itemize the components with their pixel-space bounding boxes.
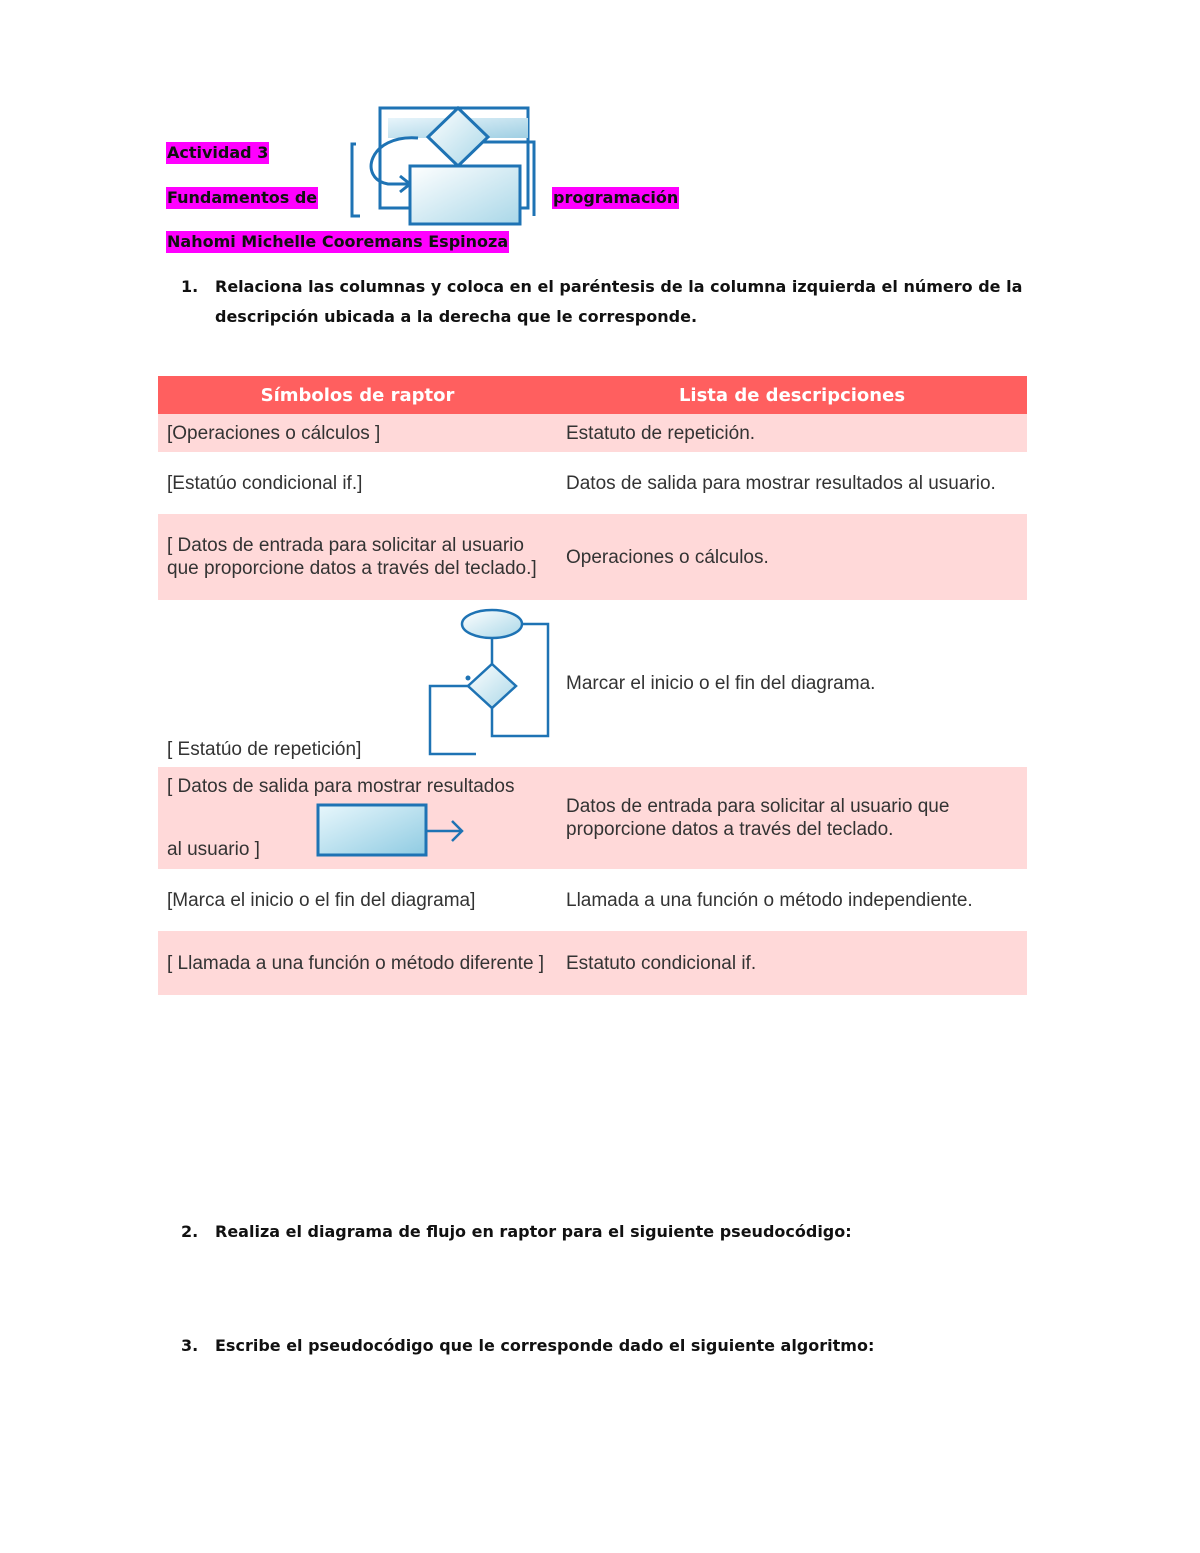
question-2	[181, 1217, 1041, 1247]
question-number: 2.	[181, 1222, 199, 1241]
flowchart-logo-icon	[348, 104, 540, 230]
table-row	[158, 452, 1027, 514]
description-cell: Operaciones o cálculos.	[557, 514, 1027, 600]
column-header-symbols: Símbolos de raptor	[158, 376, 557, 414]
symbol-cell: [ Llamada a una función o método diferente ]	[158, 931, 557, 995]
question-number: 3.	[181, 1336, 199, 1355]
activity-title: Actividad 3	[167, 143, 269, 162]
matching-table	[158, 376, 1027, 995]
question-1	[181, 272, 1041, 332]
description-cell: Datos de entrada para solicitar al usuario que proporcione datos a través del teclado.	[557, 767, 1027, 869]
table-row	[158, 931, 1027, 995]
symbol-cell: [Marca el inicio o el fin del diagrama]	[158, 869, 557, 931]
description-cell: Estatuto de repetición.	[557, 414, 1027, 452]
author-name: Nahomi Michelle Cooremans Espinoza	[167, 232, 509, 251]
description-cell: Llamada a una función o método independiente.	[557, 869, 1027, 931]
symbol-label-line1: [ Datos de salida para mostrar resultados	[167, 776, 515, 797]
symbol-label-line2: al usuario ]	[167, 839, 260, 860]
table-row	[158, 414, 1027, 452]
subject-title-part1: Fundamentos de	[167, 188, 318, 207]
loop-diagram-icon	[426, 608, 550, 758]
symbol-cell: [Operaciones o cálculos ]	[158, 414, 557, 452]
symbol-cell-with-icon	[158, 600, 557, 767]
question-number: 1.	[181, 277, 199, 296]
symbol-cell: [ Datos de entrada para solicitar al usuario que proporcione datos a través del teclado.]	[158, 514, 557, 600]
output-symbol-icon	[316, 803, 468, 859]
symbol-cell-with-icon	[158, 767, 557, 869]
description-cell: Datos de salida para mostrar resultados al usuario.	[557, 452, 1027, 514]
question-3	[181, 1331, 1041, 1361]
description-cell: Estatuto condicional if.	[557, 931, 1027, 995]
column-header-descriptions: Lista de descripciones	[557, 376, 1027, 414]
question-text-line1: Relaciona las columnas y coloca en el paréntesis de la columna izquierda el número de la	[215, 277, 1023, 296]
symbol-label: [ Estatúo de repetición]	[167, 739, 362, 760]
symbol-cell: [Estatúo condicional if.]	[158, 452, 557, 514]
table-row	[158, 600, 1027, 767]
question-text: Escribe el pseudocódigo que le corresponde dado el siguiente algoritmo:	[215, 1336, 875, 1355]
question-text-line2: descripción ubicada a la derecha que le corresponde.	[215, 307, 698, 326]
table-row	[158, 514, 1027, 600]
table-row	[158, 869, 1027, 931]
subject-title-part2: programación	[553, 188, 679, 207]
table-row	[158, 767, 1027, 869]
description-cell: Marcar el inicio o el fin del diagrama.	[557, 600, 1027, 767]
question-text: Realiza el diagrama de flujo en raptor para el siguiente pseudocódigo:	[215, 1222, 852, 1241]
